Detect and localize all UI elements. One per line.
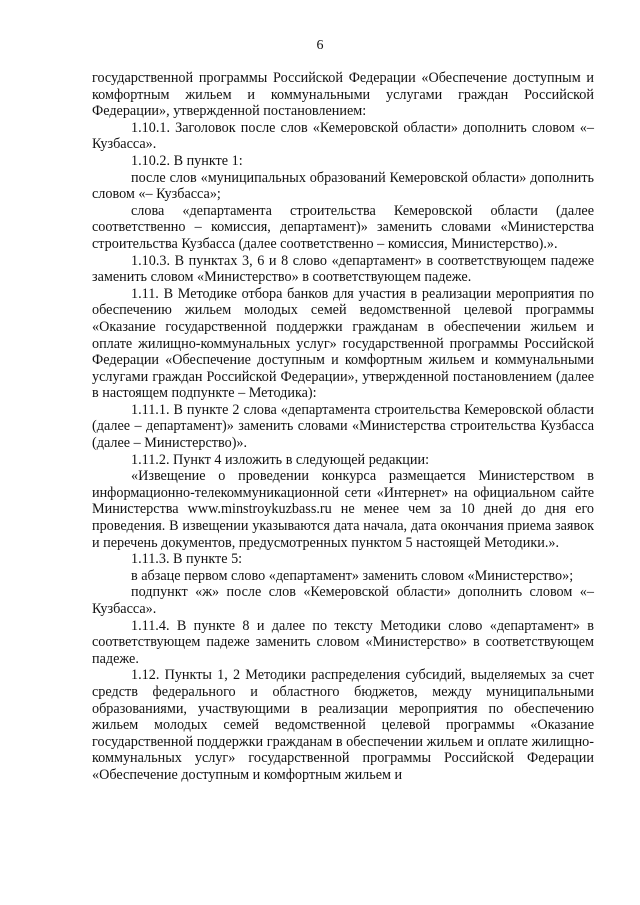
paragraph: 1.10.3. В пунктах 3, 6 и 8 слово «департамент» в соответствующем падеже заменить словом «Министерство» в соответствующем падеже. [92,252,594,286]
paragraph: «Извещение о проведении конкурса размещается Министерством в информационно-телекоммуникационной сети «Интернет» на официальном сайте Министерства www.minstroykuzbass.ru не менее чем за 10 дней до дня его проведения. В извещении указываются дата начала, дата окончания приема заявок и перечень документов, предусмотренных пунктом 5 настоящей Методики.». [92,468,594,551]
paragraph: 1.11. В Методике отбора банков для участия в реализации мероприятия по обеспечению жильем молодых семей ведомственной целевой программы «Оказание государственной поддержки гражданам в обеспечении жильем и оплате жилищно-коммунальных услуг» государственной программы Российской Федерации «Обеспечение доступным и комфортным жильем и коммунальными услугами граждан Российской Федерации», утвержденной постановлением (далее в настоящем подпункте – Методика): [92,285,594,402]
paragraph: 1.11.1. В пункте 2 слова «департамента строительства Кемеровской области (далее – департамент)» заменить словами «Министерства строительства Кузбасса (далее – Министерство)». [92,401,594,452]
document-body [92,70,594,784]
paragraph: 1.11.2. Пункт 4 изложить в следующей редакции: [131,451,430,468]
paragraph: 1.12. Пункты 1, 2 Методики распределения субсидий, выделяемых за счет средств федерального и областного бюджетов, между муниципальными образованиями, участвующими в реализации мероприятия по обеспечению жильем молодых семей ведомственной целевой программы «Оказание государственной поддержки гражданам в обеспечении жильем и оплате жилищно-коммунальных услуг» государственной программы Российской Федерации «Обеспечение доступным и комфортным жильем и [92,667,594,783]
paragraph: после слов «муниципальных образований Кемеровской области» дополнить словом «– Кузбасса»; [92,169,594,203]
paragraph: 1.11.3. В пункте 5: [131,551,243,568]
paragraph: подпункт «ж» после слов «Кемеровской области» дополнить словом «– Кузбасса». [92,584,594,617]
paragraph: 1.10.2. В пункте 1: [131,152,243,169]
paragraph: государственной программы Российской Федерации «Обеспечение доступным и комфортным жильем и коммунальными услугами граждан Российской Федерации», утвержденной постановлением: [92,70,594,120]
paragraph: 1.10.1. Заголовок после слов «Кемеровской области» дополнить словом «– Кузбасса». [92,119,594,153]
paragraph: в абзаце первом слово «департамент» заменить словом «Министерство»; [131,567,574,584]
paragraph: 1.11.4. В пункте 8 и далее по тексту Методики слово «департамент» в соответствующем падеже заменить словом «Министерство» в соответствующем падеже. [92,617,594,667]
page-number: 6 [316,38,324,53]
paragraph: слова «департамента строительства Кемеровской области (далее соответственно – комиссия, департамент)» заменить словами «Министерства строительства Кузбасса (далее соответственно – комиссия, Министерство).». [92,202,594,252]
